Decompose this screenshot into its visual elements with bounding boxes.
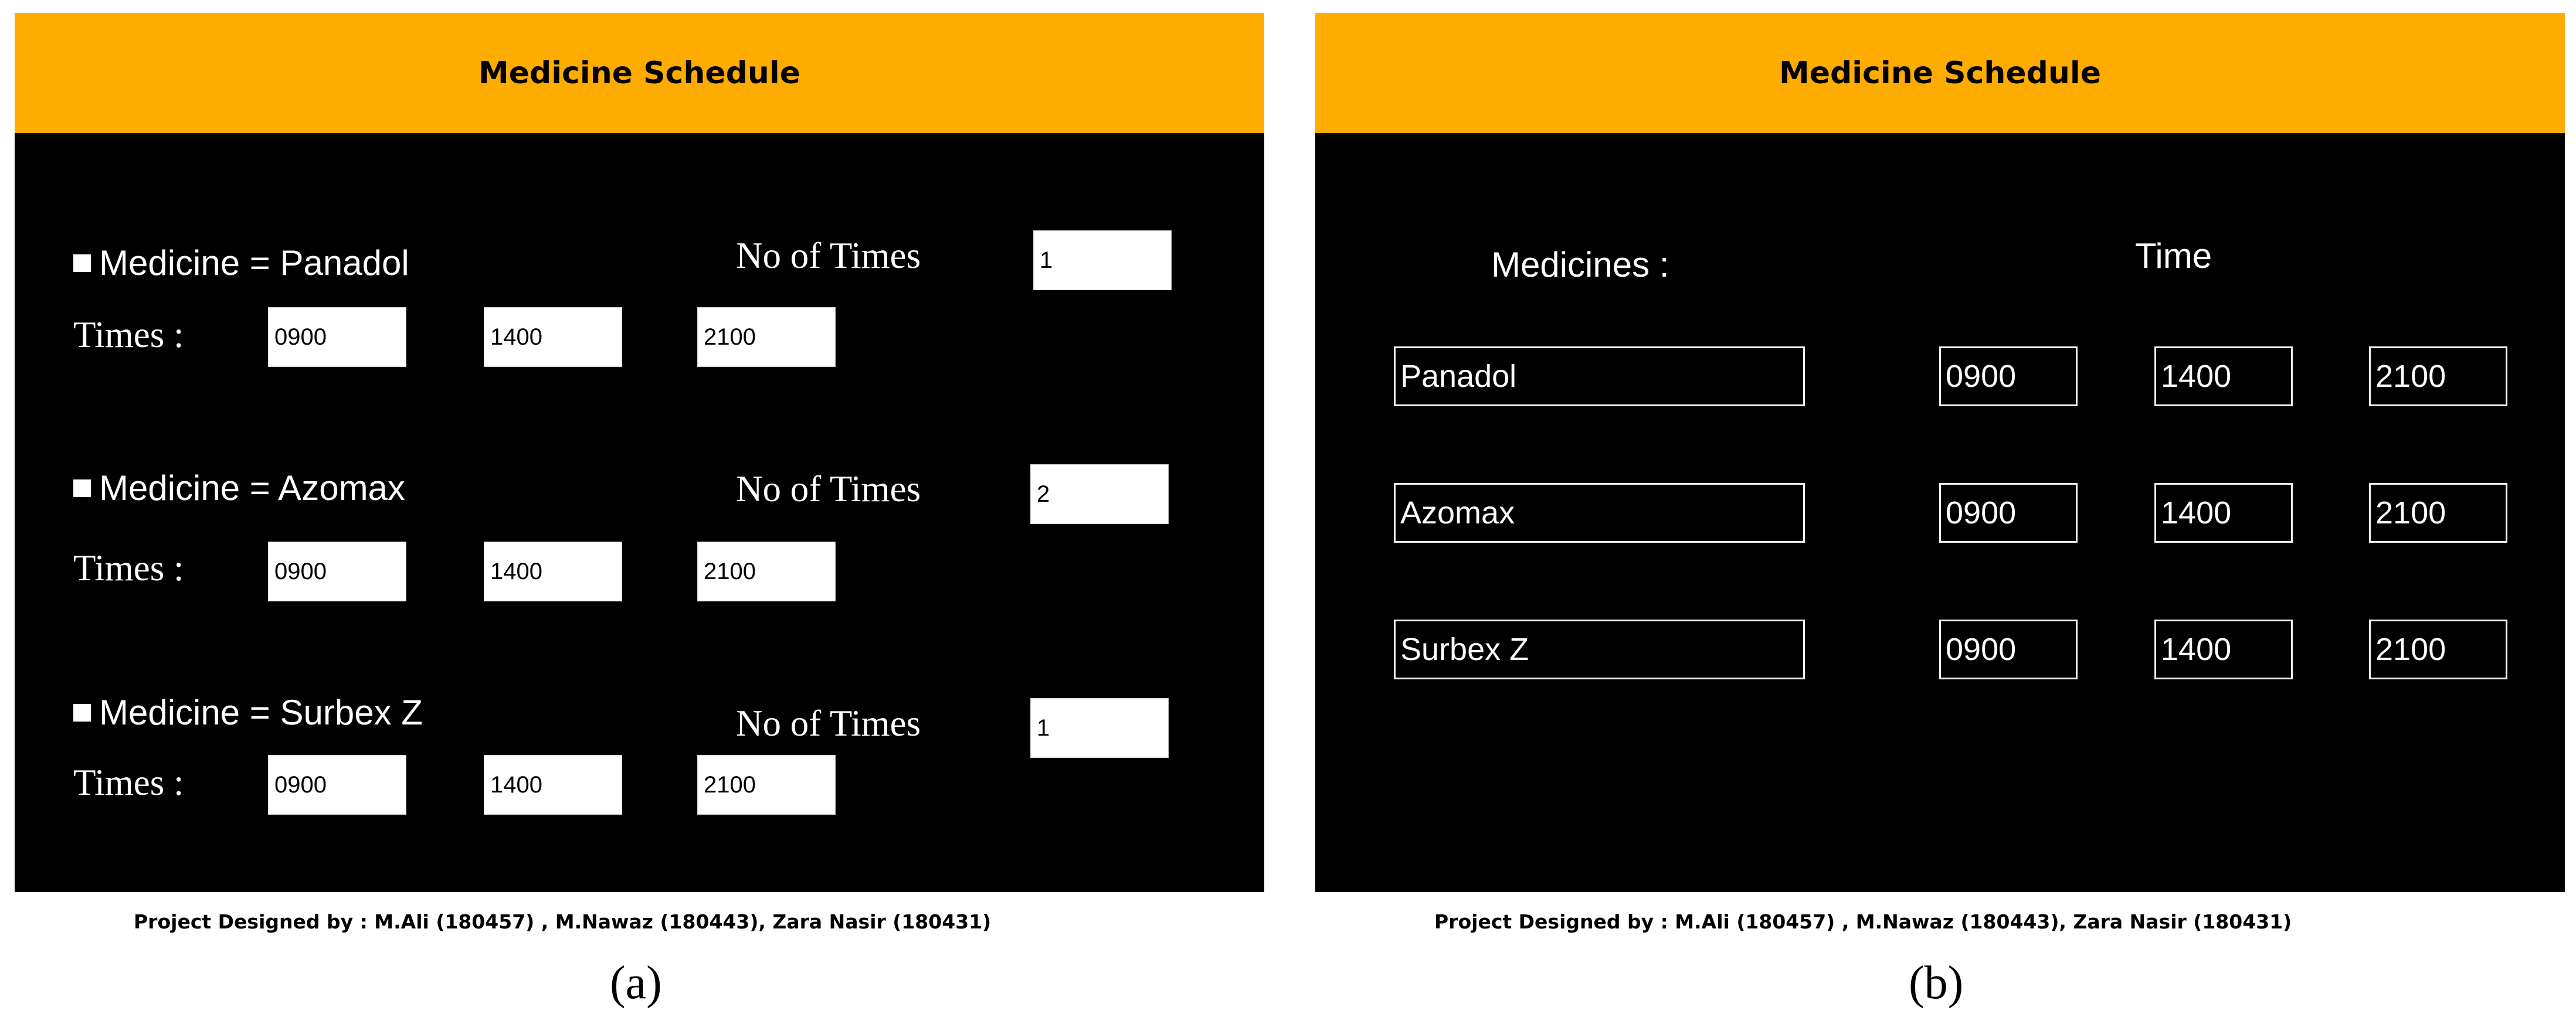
time-field[interactable]: 0900	[1939, 620, 2078, 679]
count-input[interactable]: 1	[1030, 698, 1169, 758]
time-input[interactable]: 2100	[697, 755, 836, 815]
medicine-label	[73, 692, 423, 733]
app-title: Medicine Schedule	[478, 55, 800, 91]
medicine-name-text: Medicine = Panadol	[99, 243, 409, 283]
time-header: Time	[2135, 236, 2212, 275]
medicine-name-field[interactable]: Azomax	[1394, 483, 1805, 543]
bullet-icon	[73, 479, 91, 497]
time-input[interactable]: 0900	[268, 542, 406, 601]
time-field[interactable]: 2100	[2369, 346, 2507, 406]
medicine-label	[73, 468, 405, 508]
count-input[interactable]: 2	[1030, 464, 1169, 524]
time-field[interactable]: 0900	[1939, 346, 2078, 406]
time-field[interactable]: 1400	[2154, 483, 2293, 543]
credits-text: Project Designed by : M.Ali (180457) , M.Nawaz (180443), Zara Nasir (180431)	[1434, 910, 2292, 933]
caption-b: (b)	[1909, 957, 1964, 1009]
no-of-times-label: No of Times	[736, 235, 921, 276]
time-input[interactable]: 1400	[484, 542, 622, 601]
time-field[interactable]: 2100	[2369, 483, 2507, 543]
time-input[interactable]: 1400	[484, 755, 622, 815]
no-of-times-label: No of Times	[736, 703, 921, 744]
time-field[interactable]: 1400	[2154, 346, 2293, 406]
bullet-icon	[73, 254, 91, 272]
no-of-times-label: No of Times	[736, 468, 921, 509]
time-field[interactable]: 1400	[2154, 620, 2293, 679]
caption-a: (a)	[610, 957, 662, 1009]
time-field[interactable]: 2100	[2369, 620, 2507, 679]
time-field[interactable]: 0900	[1939, 483, 2078, 543]
bullet-icon	[73, 704, 91, 722]
count-input[interactable]: 1	[1033, 230, 1172, 290]
time-input[interactable]: 1400	[484, 307, 622, 367]
credits-text: Project Designed by : M.Ali (180457) , M.Nawaz (180443), Zara Nasir (180431)	[134, 910, 992, 933]
medicine-name-text: Medicine = Azomax	[99, 468, 405, 508]
medicine-label	[73, 243, 409, 283]
medicine-name-field[interactable]: Panadol	[1394, 346, 1805, 406]
medicines-header: Medicines :	[1491, 245, 1669, 284]
time-input[interactable]: 0900	[268, 755, 406, 815]
medicine-name-field[interactable]: Surbex Z	[1394, 620, 1805, 679]
app-header	[15, 13, 1264, 133]
screen-b	[1315, 13, 2565, 892]
app-title: Medicine Schedule	[1779, 55, 2101, 91]
time-input[interactable]: 2100	[697, 542, 836, 601]
times-label: Times :	[73, 314, 184, 355]
times-label: Times :	[73, 547, 184, 588]
app-header	[1315, 13, 2565, 133]
time-input[interactable]: 2100	[697, 307, 836, 367]
medicine-name-text: Medicine = Surbex Z	[99, 693, 423, 732]
time-input[interactable]: 0900	[268, 307, 406, 367]
screen-a	[15, 13, 1264, 892]
times-label: Times :	[73, 762, 184, 803]
